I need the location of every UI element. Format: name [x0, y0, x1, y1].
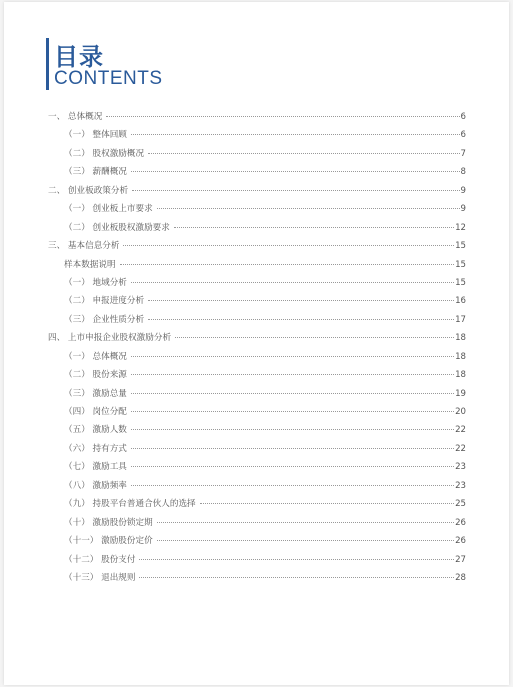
toc-page-number: 20: [455, 407, 466, 417]
toc-page-number: 25: [455, 499, 466, 510]
toc-page-number: 15: [455, 259, 466, 270]
toc-dot-leader: [175, 337, 454, 338]
toc-dot-leader: [139, 577, 454, 578]
toc-entry-label: （一） 总体概况: [64, 351, 127, 362]
toc-page-number: 12: [455, 222, 466, 233]
toc-page-number: 9: [460, 204, 466, 215]
toc-dot-leader: [131, 393, 454, 394]
toc-dot-leader: [200, 503, 454, 504]
toc-page-number: 16: [455, 296, 466, 307]
toc-page-number: 18: [455, 370, 466, 381]
toc-entry[interactable]: [48, 294, 466, 312]
toc-page-number: 18: [455, 351, 466, 362]
toc-dot-leader: [157, 540, 454, 541]
toc-entry[interactable]: [48, 110, 466, 128]
toc-page-number: 17: [455, 314, 466, 325]
toc-dot-leader: [131, 356, 454, 357]
toc-page-number: 18: [455, 333, 466, 344]
toc-page-number: 26: [455, 536, 466, 547]
toc-dot-leader: [157, 208, 460, 209]
toc-page-number: 15: [455, 277, 466, 288]
toc-dot-leader: [148, 300, 454, 301]
toc-dot-leader: [132, 190, 459, 191]
toc-dot-leader: [148, 319, 454, 320]
toc-entry[interactable]: [48, 516, 466, 534]
toc-dot-leader: [131, 429, 454, 430]
toc-entry[interactable]: [48, 442, 466, 460]
toc-dot-leader: [174, 227, 454, 228]
toc-dot-leader: [131, 171, 460, 172]
toc-entry-label: （三） 激励总量: [64, 388, 127, 399]
page-subtitle: CONTENTS: [54, 68, 163, 89]
toc-dot-leader: [148, 153, 459, 154]
toc-entry[interactable]: [48, 165, 466, 183]
toc-entry-label: （九） 持股平台普通合伙人的选择: [64, 499, 196, 510]
toc-page-number: 6: [460, 112, 466, 122]
toc-page-number: 15: [455, 241, 466, 252]
toc-entry-label: （八） 激励频率: [64, 480, 127, 491]
toc-entry-label: 四、 上市申报企业股权激励分析: [48, 333, 172, 344]
toc-page-number: 7: [460, 148, 466, 159]
toc-entry[interactable]: [48, 331, 466, 349]
toc-entry-label: （十三） 退出规则: [64, 572, 136, 583]
toc-page-number: 23: [455, 480, 466, 491]
toc-entry[interactable]: [48, 571, 466, 589]
toc-dot-leader: [123, 245, 454, 246]
toc-entry-label: （五） 激励人数: [64, 425, 127, 436]
toc-entry-label: （二） 股份来源: [64, 370, 127, 381]
toc-entry-label: 一、 总体概况: [48, 112, 103, 122]
toc-entry-label: （一） 整体回顾: [64, 130, 127, 141]
toc-entry-label: （十） 激励股份锁定期: [64, 517, 153, 528]
toc-entry[interactable]: [48, 147, 466, 165]
toc-entry[interactable]: [48, 405, 466, 423]
toc-entry-label: （十二） 股份支付: [64, 554, 136, 565]
toc-entry[interactable]: [48, 423, 466, 441]
toc-page-number: 23: [455, 462, 466, 473]
document-page: [4, 2, 509, 685]
toc-page-number: 22: [455, 425, 466, 436]
toc-entry[interactable]: [48, 184, 466, 202]
toc-entry-label: （三） 薪酬概况: [64, 167, 127, 178]
title-accent-bar: [46, 38, 49, 90]
toc-dot-leader: [157, 522, 454, 523]
toc-page-number: 8: [460, 167, 466, 178]
toc-entry-label: （六） 持有方式: [64, 443, 127, 454]
toc-dot-leader: [139, 559, 454, 560]
toc-entry[interactable]: [48, 479, 466, 497]
toc-entry[interactable]: [48, 534, 466, 552]
page-title: 目录: [54, 43, 104, 71]
toc-dot-leader: [131, 466, 454, 467]
toc-page-number: 6: [460, 130, 466, 141]
toc-entry-label: （二） 股权激励概况: [64, 148, 145, 159]
toc-entry[interactable]: [48, 387, 466, 405]
toc-page-number: 28: [455, 572, 466, 583]
toc-dot-leader: [131, 448, 454, 449]
toc-entry[interactable]: [48, 553, 466, 571]
toc-entry-label: （二） 创业板股权激励要求: [64, 222, 170, 233]
toc-entry[interactable]: [48, 497, 466, 515]
toc-entry[interactable]: [48, 239, 466, 257]
toc-entry-label: （三） 企业性质分析: [64, 314, 145, 325]
table-of-contents: [48, 110, 466, 589]
toc-page-number: 27: [455, 554, 466, 565]
toc-entry-label: （一） 地域分析: [64, 277, 127, 288]
toc-entry-label: （四） 岗位分配: [64, 407, 127, 417]
toc-entry-label: （二） 申报进度分析: [64, 296, 145, 307]
toc-dot-leader: [131, 411, 454, 412]
toc-page-number: 9: [460, 185, 466, 196]
toc-entry[interactable]: [48, 350, 466, 368]
toc-dot-leader: [120, 264, 454, 265]
toc-entry[interactable]: [48, 258, 466, 276]
toc-entry-label: 样本数据说明: [64, 259, 116, 270]
toc-dot-leader: [131, 485, 454, 486]
toc-entry[interactable]: [48, 128, 466, 146]
toc-entry-label: 二、 创业板政策分析: [48, 185, 129, 196]
toc-entry[interactable]: [48, 202, 466, 220]
toc-entry[interactable]: [48, 460, 466, 478]
toc-dot-leader: [131, 374, 454, 375]
toc-entry[interactable]: [48, 313, 466, 331]
toc-page-number: 22: [455, 443, 466, 454]
toc-entry[interactable]: [48, 221, 466, 239]
toc-dot-leader: [106, 116, 459, 117]
toc-entry-label: 三、 基本信息分析: [48, 241, 120, 252]
toc-entry[interactable]: [48, 368, 466, 386]
toc-entry-label: （一） 创业板上市要求: [64, 204, 153, 215]
toc-page-number: 19: [455, 388, 466, 399]
toc-page-number: 26: [455, 517, 466, 528]
toc-entry-label: （七） 激励工具: [64, 462, 127, 473]
toc-dot-leader: [131, 282, 454, 283]
toc-entry[interactable]: [48, 276, 466, 294]
toc-entry-label: （十一） 激励股份定价: [64, 536, 153, 547]
toc-dot-leader: [131, 134, 460, 135]
